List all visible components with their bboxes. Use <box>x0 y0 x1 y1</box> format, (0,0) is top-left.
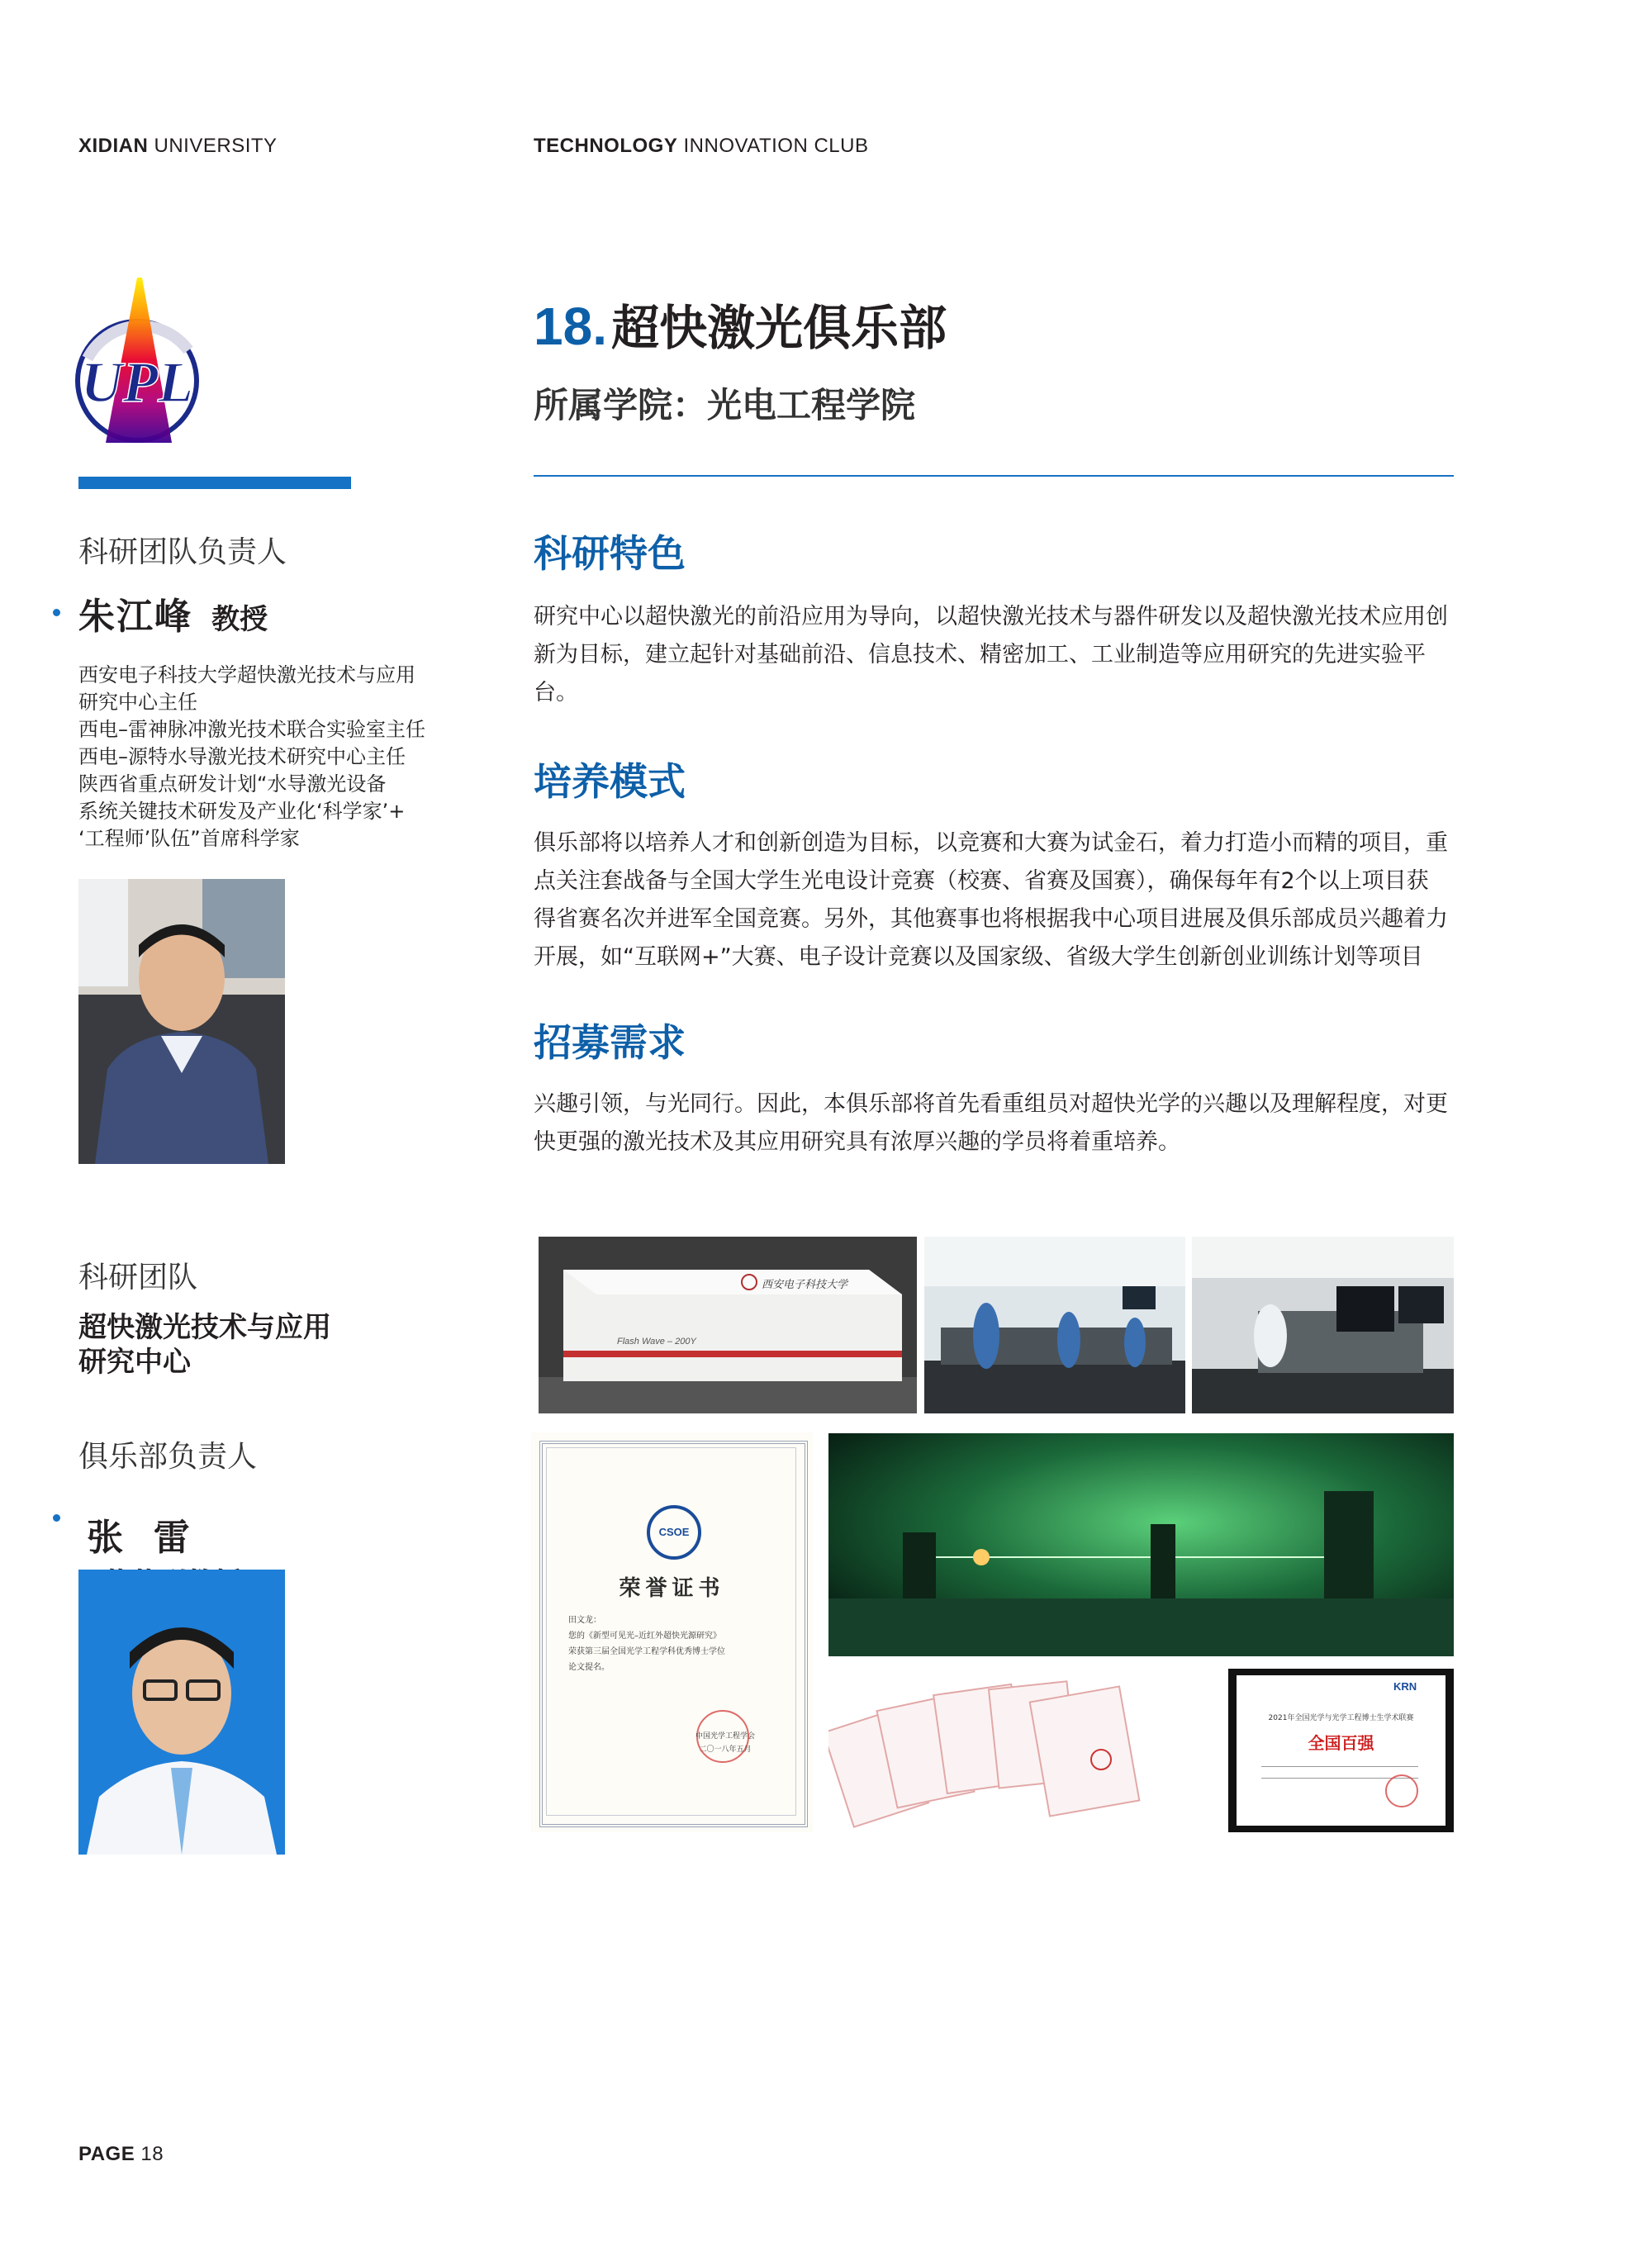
section-heading: 招募需求 <box>534 1020 686 1065</box>
cert-line: 荣获第三届全国光学工程学科优秀博士学位 <box>568 1647 725 1656</box>
header-right-bold: TECHNOLOGY <box>534 135 678 157</box>
upl-logo-icon <box>73 278 213 443</box>
cert-date: 二〇一八年五月 <box>699 1746 752 1754</box>
csoe-logo: CSOE <box>647 1505 701 1560</box>
bio-line: 陕西省重点研发计划“水导激光设备 <box>78 772 387 796</box>
header-left <box>78 135 278 158</box>
page-footer <box>78 2143 164 2166</box>
header-right <box>534 135 868 158</box>
cert-title: 荣誉证书 <box>619 1576 725 1601</box>
award-subtitle: 2021年全国光学与光学工程博士生学术联赛 <box>1268 1714 1414 1722</box>
cert-issuer <box>680 1730 771 1756</box>
award-seal-icon <box>1385 1774 1418 1807</box>
club-leader-name: 张 雷 <box>87 1517 192 1559</box>
cert-body <box>568 1613 783 1675</box>
bio-line: ‘工程师’队伍”首席科学家 <box>78 827 300 850</box>
college-label: 所属学院：光电工程学院 <box>534 385 916 425</box>
para-line: 快更强的激光技术及其应用研究具有浓厚兴趣的学员将着重培养。 <box>534 1129 1180 1155</box>
leader-title: 教授 <box>211 603 268 636</box>
award-title: 全国百强 <box>1308 1733 1374 1753</box>
para-line: 俱乐部将以培养人才和创新创造为目标，以竞赛和大赛为试金石，着力打造小而精的项目，重 <box>534 830 1448 856</box>
laser-device-photo <box>539 1237 917 1413</box>
cert-line: 田文龙： <box>568 1616 601 1625</box>
bullet-icon <box>53 1514 60 1522</box>
logo-text: UPL <box>81 351 194 415</box>
bio-line: 研究中心主任 <box>78 691 197 714</box>
lab-photo <box>924 1237 1185 1413</box>
leader-name: 朱江峰 <box>78 596 192 638</box>
team-name <box>78 1310 331 1380</box>
award-brand: KRN <box>1393 1680 1417 1693</box>
bullet-icon <box>53 609 60 616</box>
cert-org: 中国光学工程学会 <box>695 1732 755 1741</box>
left-accent-bar <box>78 477 351 489</box>
para-line: 台。 <box>534 680 578 705</box>
para-line: 兴趣引领，与光同行。因此，本俱乐部将首先看重组员对超快光学的兴趣以及理解程度，对更 <box>534 1091 1448 1117</box>
club-leader-photo <box>78 1570 285 1855</box>
header-left-rest: UNIVERSITY <box>148 135 278 157</box>
page-number: 18 <box>140 2143 164 2165</box>
section-body <box>534 1085 1454 1161</box>
bio-line: 西电–雷神脉冲激光技术联合实验室主任 <box>78 718 425 741</box>
page-title <box>534 289 947 359</box>
section-heading: 培养模式 <box>534 759 686 804</box>
section-heading: 科研特色 <box>534 531 686 576</box>
club-leader-label: 俱乐部负责人 <box>78 1440 258 1474</box>
leader-bio <box>78 662 467 853</box>
para-line: 点关注套战备与全国大学生光电设计竞赛（校赛、省赛及国赛），确保每年有2个以上项目获 <box>534 868 1429 894</box>
team-name-line: 超快激光技术与应用 <box>78 1311 331 1344</box>
bio-line: 系统关键技术研发及产业化‘科学家’+ <box>78 800 406 823</box>
para-line: 得省赛名次并进军全国竞赛。另外，其他赛事也将根据我中心项目进展及俱乐部成员兴趣着力 <box>534 906 1448 932</box>
diplomas-photo <box>828 1669 1200 1832</box>
leader-photo <box>78 879 285 1164</box>
header-left-bold: XIDIAN <box>78 135 149 157</box>
team-name-line: 研究中心 <box>78 1346 191 1379</box>
device-label: Flash Wave – 200Y <box>617 1337 696 1347</box>
honor-certificate <box>531 1432 813 1832</box>
green-laser-photo <box>828 1433 1454 1656</box>
leader-label: 科研团队负责人 <box>78 535 287 569</box>
title-divider <box>534 475 1454 477</box>
lab-photo-2 <box>1192 1237 1454 1413</box>
page-label: PAGE <box>78 2143 135 2165</box>
para-line: 研究中心以超快激光的前沿应用为导向，以超快激光技术与器件研发以及超快激光技术应用创 <box>534 604 1448 629</box>
bio-line: 西电–源特水导激光技术研究中心主任 <box>78 745 406 768</box>
cert-line: 您的《新型可见光–近红外超快光源研究》 <box>568 1632 721 1641</box>
para-line: 新为目标，建立起针对基础前沿、信息技术、精密加工、工业制造等应用研究的先进实验平 <box>534 642 1426 667</box>
team-label: 科研团队 <box>78 1261 198 1294</box>
cert-line: 论文提名。 <box>568 1663 610 1672</box>
award-photo <box>1228 1669 1454 1832</box>
club-logo <box>73 278 213 443</box>
device-brand: 西安电子科技大学 <box>762 1278 848 1290</box>
section-body <box>534 824 1454 976</box>
header-right-rest: INNOVATION CLUB <box>677 135 869 157</box>
leader-name-row <box>78 587 268 639</box>
bio-line: 西安电子科技大学超快激光技术与应用 <box>78 663 415 686</box>
para-line: 开展，如“互联网+”大赛、电子设计竞赛以及国家级、省级大学生创新创业训练计划等项目 <box>534 944 1423 970</box>
title-name: 超快激光俱乐部 <box>611 300 947 356</box>
title-number: 18. <box>534 297 607 356</box>
section-body <box>534 598 1454 712</box>
